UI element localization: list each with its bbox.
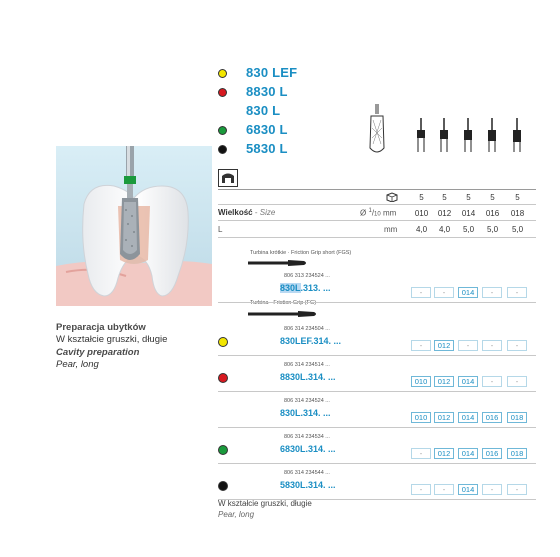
product-name: 830 L [246,103,281,118]
size-availability-cell: - [482,484,502,495]
article-code [280,372,336,382]
size-availability-cell: 014 [458,448,478,459]
friction-grip-symbol [218,169,238,187]
table-cell: 5 [515,193,520,202]
rule [218,220,536,221]
table-cell: 010 [414,209,429,218]
package-icon [386,192,398,202]
size-availability-cell: - [458,340,478,351]
size-availability-cell: - [434,484,454,495]
bur-size-icon [415,118,427,154]
reference-number: 806 314 234534 ... [284,434,330,440]
footer-pl: W kształcie gruszki, długie [218,499,312,508]
size-availability-cell: - [507,340,527,351]
table-cell: 5,0 [511,225,524,234]
bur-size-icon [511,118,523,154]
fgs-shank-drawing [248,258,308,268]
size-availability-cell: 014 [458,287,478,298]
tooth-cavity-illustration [56,146,212,306]
row-divider [218,355,536,356]
size-availability-cell: 010 [411,412,431,423]
row-divider [218,427,536,428]
size-label-group: Wielkość - Size [218,208,276,217]
footer-en: Pear, long [218,510,255,519]
size-unit-group: Ø $^1$/10 mm [360,208,397,218]
size-availability-cell: - [507,287,527,298]
reference-number: 806 314 234524 ... [284,398,330,404]
size-availability-cell: - [434,287,454,298]
size-availability-cell: 014 [458,376,478,387]
size-availability-cell: 012 [434,376,454,387]
article-code [280,283,331,293]
size-availability-cell: 018 [507,412,527,423]
article-code-highlight: 830L [280,283,301,293]
row-divider [218,391,536,392]
color-code-dot [218,88,227,97]
bur-size-icon [486,118,498,154]
color-code-dot [218,69,227,78]
table-cell: 012 [437,209,452,218]
product-item [218,85,338,103]
shank-label-fg: Turbina · Friction Grip (FG) [250,300,317,306]
size-label: Wielkość [218,208,253,217]
length-label: L [218,225,223,234]
size-availability-cell: 018 [507,448,527,459]
caption-pl-title: Preparacja ubytków [56,322,146,333]
product-item [218,104,338,122]
color-code-dot [218,445,228,455]
table-cell: 5 [466,193,471,202]
rule [218,237,536,238]
product-item [218,123,338,141]
size-availability-cell: 016 [482,448,502,459]
size-availability-cell: 010 [411,376,431,387]
size-availability-cell: - [482,287,502,298]
length-unit: mm [384,225,398,234]
size-availability-cell: 012 [434,412,454,423]
reference-number: 806 314 234544 ... [284,470,330,476]
article-code [280,408,331,418]
caption-en-subtitle: Pear, long [56,359,99,370]
color-code-dot [218,145,227,154]
size-label-en: Size [259,208,276,217]
size-availability-cell: 014 [458,484,478,495]
size-availability-cell: - [411,287,431,298]
size-availability-cell: - [507,376,527,387]
row-divider [218,302,536,303]
article-code [280,444,336,454]
size-availability-cell: 012 [434,340,454,351]
diameter-symbol: Ø [360,208,367,218]
bur-size-icon [438,118,450,154]
table-cell: 5 [419,193,424,202]
shank-label-fgs: Turbina krótkie · Friction Grip short (FGS) [250,250,352,256]
size-availability-cell: - [482,340,502,351]
size-unit: mm [382,208,397,218]
table-cell: 5 [442,193,447,202]
table-cell: 4,0 [438,225,451,234]
article-code-text: 6830L.314. ... [280,444,336,454]
table-cell: 5,0 [462,225,475,234]
size-availability-cell: 012 [434,448,454,459]
article-code-text: .313. ... [300,283,331,293]
color-code-dot [218,126,227,135]
product-item [218,142,338,160]
size-availability-cell: 014 [458,412,478,423]
size-availability-cell: - [482,376,502,387]
product-item [218,66,338,84]
product-name: 830 LEF [246,65,298,80]
article-code [280,336,341,346]
rule [218,204,536,205]
article-code-text: 5830L.314. ... [280,480,336,490]
color-code-dot [218,337,228,347]
row-divider [218,463,536,464]
article-code-text: 830L.314. ... [280,408,331,418]
fg-shank-drawing [248,309,318,319]
caption-pl-subtitle: W kształcie gruszki, długie [56,334,168,345]
reference-number: 806 313 234524 ... [284,273,330,279]
article-code [280,480,336,490]
table-cell: 014 [461,209,476,218]
pear-bur-icon [370,104,384,152]
bur-size-icon [462,118,474,154]
reference-number: 806 314 234504 ... [284,326,330,332]
rule [218,189,536,190]
article-code-text: 8830L.314. ... [280,372,336,382]
size-availability-cell: 016 [482,412,502,423]
table-cell: 5 [490,193,495,202]
table-cell: 018 [510,209,525,218]
product-name: 6830 L [246,122,288,137]
table-cell: 4,0 [415,225,428,234]
product-name: 5830 L [246,141,288,156]
color-code-dot [218,373,228,383]
table-cell: 5,0 [486,225,499,234]
size-availability-cell: - [411,484,431,495]
reference-number: 806 314 234514 ... [284,362,330,368]
article-code-text: 830LEF.314. ... [280,336,342,346]
size-availability-cell: - [411,340,431,351]
product-name: 8830 L [246,84,288,99]
table-cell: 016 [485,209,500,218]
size-availability-cell: - [507,484,527,495]
size-availability-cell: - [411,448,431,459]
caption-en-title: Cavity preparation [56,347,140,358]
color-code-dot [218,481,228,491]
